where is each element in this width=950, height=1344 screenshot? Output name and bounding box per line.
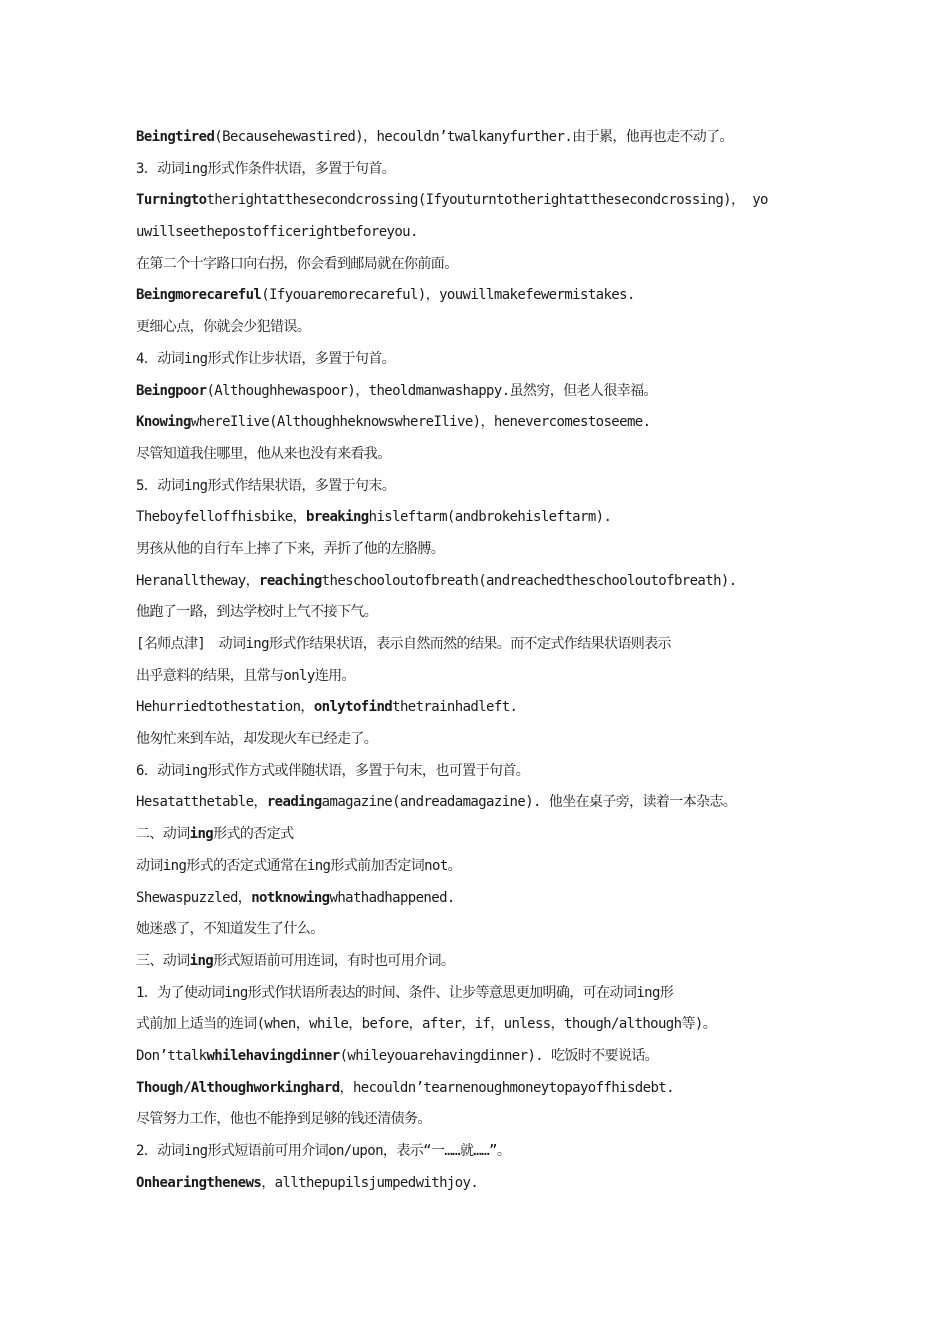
bold-phrase: Though/Althoughworkinghard [136, 1079, 340, 1096]
bold-phrase: reaching [259, 572, 322, 589]
line-text: 男孩从他的自行车上摔了下来，弄折了他的左胳膊。 [136, 540, 445, 557]
bold-phrase: reading [266, 794, 322, 811]
bold-phrase: Turningto [136, 192, 207, 209]
line-text: (whileyouarehavingdinner). 吃饭时不要说话。 [339, 1047, 659, 1064]
line-text: [名师点津] 动词ing形式作结果状语，表示自然而然的结果。而不定式作结果状语则表示 [136, 636, 671, 652]
text-line [136, 756, 818, 788]
text-line [136, 566, 818, 598]
text-line [136, 819, 818, 851]
line-text: 尽管努力工作，他也不能挣到足够的钱还清债务。 [136, 1111, 431, 1128]
text-line [136, 787, 818, 819]
text-line [136, 629, 818, 661]
line-text: whathadhappened. [329, 889, 455, 906]
line-text: 二、动词 [136, 826, 190, 843]
document-body [136, 122, 818, 1199]
text-line [136, 661, 818, 693]
line-text: Hehurriedtothestation， [136, 699, 314, 716]
text-line [136, 1041, 818, 1073]
line-text: 他跑了一路，到达学校时上气不接下气。 [136, 604, 378, 621]
line-text: 尽管知道我住哪里，他从来也没有来看我。 [136, 445, 391, 462]
line-text: Don’ttalk [136, 1047, 207, 1064]
text-line [136, 1073, 818, 1105]
line-text: whereIlive(AlthoughheknowswhereIlive)，henevercomestoseeme. [190, 414, 651, 431]
text-line [136, 851, 818, 883]
line-text: 在第二个十字路口向右拐，你会看到邮局就在你前面。 [136, 255, 458, 272]
text-line [136, 407, 818, 439]
line-text: (Becausehewastired)，hecouldn’twalkanyfurther.由于累，他再也走不动了。 [214, 129, 733, 145]
line-text: Hesatatthetable， [136, 794, 267, 811]
line-text: amagazine(andreadamagazine). 他坐在桌子旁，读着一本杂志。 [321, 794, 737, 811]
text-line [136, 154, 818, 186]
line-text: therightatthesecondcrossing(Ifyouturntotherightatthesecondcrossing)， yo [206, 192, 768, 209]
bold-phrase: ing [189, 952, 214, 969]
line-text: 式前加上适当的连词(when，while，before，after，if，unless，though/although等)。 [136, 1016, 717, 1033]
line-text: 3．动词ing形式作条件状语，多置于句首。 [136, 160, 396, 177]
text-line [136, 978, 818, 1010]
bold-phrase: Onhearingthenews [136, 1174, 262, 1191]
text-line [136, 185, 818, 217]
line-text: 三、动词 [136, 952, 190, 969]
line-text: ，allthepupilsjumpedwithjoy. [261, 1174, 479, 1191]
text-line [136, 122, 818, 154]
bold-phrase: notknowing [251, 889, 330, 906]
line-text: 出乎意料的结果，且常与only连用。 [136, 667, 355, 684]
text-line [136, 471, 818, 503]
text-line [136, 249, 818, 281]
text-line [136, 439, 818, 471]
bold-phrase: whilehavingdinner [206, 1047, 340, 1064]
text-line [136, 1104, 818, 1136]
line-text: (Althoughhewaspoor)，theoldmanwashappy.虽然穷，但老人很幸福。 [206, 382, 657, 399]
bold-phrase: onlytofind [313, 699, 393, 716]
text-line [136, 344, 818, 376]
text-line [136, 883, 818, 915]
line-text: theschooloutofbreath(andreachedtheschooloutofbreath). [321, 572, 737, 589]
text-line [136, 1009, 818, 1041]
bold-phrase: Beingpoor [136, 382, 207, 399]
line-text: 形式短语前可用连词，有时也可用介词。 [213, 952, 455, 969]
line-text: 更细心点，你就会少犯错误。 [136, 319, 311, 336]
line-text: Theboyfelloffhisbike， [136, 509, 306, 526]
line-text: ，hecouldn’tearnenoughmoneytopayoffhisdebt. [339, 1079, 674, 1096]
bold-phrase: Beingtired [136, 129, 215, 145]
text-line [136, 534, 818, 566]
line-text: uwillseethepostofficerightbeforeyou. [136, 224, 418, 241]
line-text: 6．动词ing形式作方式或伴随状语，多置于句末，也可置于句首。 [136, 762, 530, 779]
line-text: 动词ing形式的否定式通常在ing形式前加否定词not。 [136, 857, 462, 874]
line-text: hisleftarm(andbrokehisleftarm). [368, 509, 612, 526]
line-text: 她迷惑了，不知道发生了什么。 [136, 921, 324, 938]
text-line [136, 502, 818, 534]
line-text: Shewaspuzzled， [136, 889, 252, 906]
text-line [136, 376, 818, 408]
text-line [136, 1136, 818, 1168]
bold-phrase: Beingmorecareful [136, 287, 262, 304]
bold-phrase: Knowing [136, 414, 191, 431]
text-line [136, 280, 818, 312]
line-text: Heranalltheway， [136, 572, 260, 589]
text-line [136, 946, 818, 978]
line-text: 1．为了使动词ing形式作状语所表达的时间、条件、让步等意思更加明确，可在动词ing形 [136, 984, 674, 1001]
text-line [136, 597, 818, 629]
text-line [136, 724, 818, 756]
text-line [136, 692, 818, 724]
line-text: 2．动词ing形式短语前可用介词on/upon，表示“一……就……”。 [136, 1143, 511, 1159]
line-text: thetrainhadleft. [392, 699, 518, 716]
line-text: 4．动词ing形式作让步状语，多置于句首。 [136, 350, 396, 367]
text-line [136, 312, 818, 344]
text-line [136, 914, 818, 946]
bold-phrase: ing [189, 826, 214, 843]
line-text: 5．动词ing形式作结果状语，多置于句末。 [136, 477, 396, 494]
text-line [136, 1168, 818, 1200]
line-text: 形式的否定式 [213, 826, 294, 843]
line-text: (Ifyouaremorecareful)，youwillmakefewermistakes. [261, 287, 635, 304]
text-line [136, 217, 818, 249]
bold-phrase: breaking [305, 509, 369, 526]
line-text: 他匆忙来到车站，却发现火车已经走了。 [136, 731, 378, 748]
